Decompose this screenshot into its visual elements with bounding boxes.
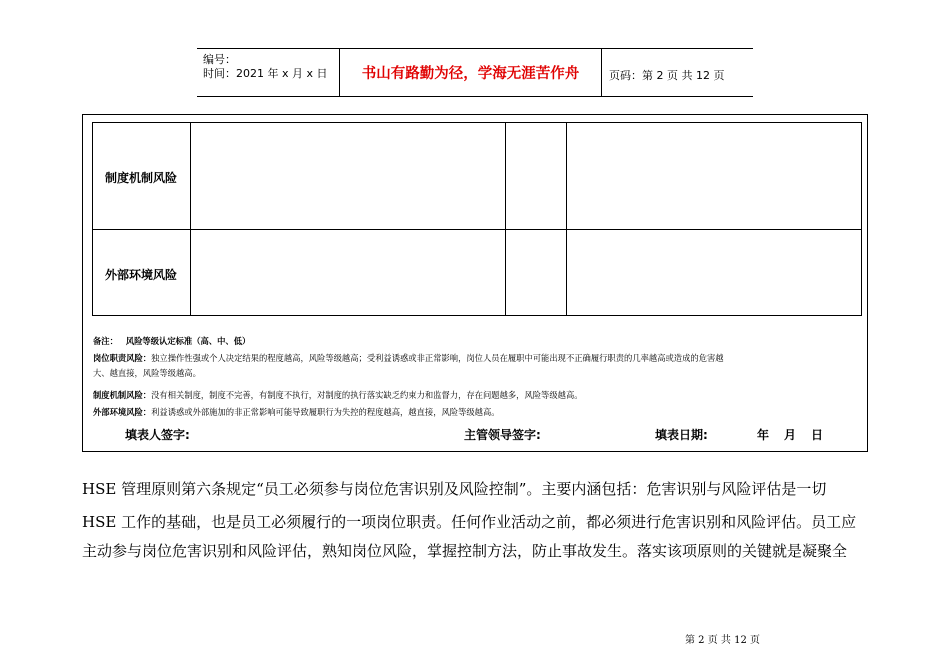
header-page-code: 页码：第 2 页 共 12 页 <box>609 69 725 82</box>
date-day-label: 日 <box>811 428 824 442</box>
note-term: 制度机制风险： <box>93 390 152 400</box>
note-text: 没有相关制度，制度不完善，有制度不执行，对制度的执行落实缺乏约束力和监督力，存在问题越多，风险等级越高。 <box>151 390 583 400</box>
body-paragraph-line: 主动参与岗位危害识别和风险评估，熟知岗位风险，掌握控制方法，防止事故发生。落实该项原则的关键就是凝聚全 <box>82 542 848 560</box>
note-text: 利益诱惑或外部施加的非正常影响可能导致履职行为失控的程度越高，越直接，风险等级越高。 <box>151 407 500 417</box>
note-heading-line <box>93 334 250 349</box>
date-month-label: 月 <box>784 428 797 442</box>
header-divider <box>601 48 602 96</box>
note-heading: 风险等级认定标准（高、中、低） <box>125 336 251 346</box>
note-item <box>93 351 724 366</box>
table-column-divider <box>190 122 191 316</box>
body-paragraph-line: HSE 工作的基础，也是员工必须履行的一项岗位职责。任何作业活动之前，都必须进行危害识别和风险评估。员工应 <box>82 513 857 531</box>
row-label-system-risk: 制度机制风险 <box>104 171 177 185</box>
note-item <box>93 388 583 403</box>
header-bottom-rule <box>197 96 753 97</box>
risk-table <box>92 122 862 316</box>
table-row-divider <box>92 229 862 230</box>
note-item-continued: 大、越直接，风险等级越高。 <box>93 368 201 378</box>
date-year-label: 年 <box>757 428 770 442</box>
table-column-divider <box>566 122 567 316</box>
header-date: 时间：2021 年 x 月 x 日 <box>203 67 328 80</box>
note-term: 外部环境风险： <box>93 407 152 417</box>
fill-date-label: 填表日期: <box>655 428 708 442</box>
note-text: 独立操作性强或个人决定结果的程度越高，风险等级越高；受利益诱惑或非正常影响，岗位人员在履职中可能出现不正确履行职责的几率越高或造成的危害越 <box>151 353 724 363</box>
note-item <box>93 405 500 420</box>
header-slogan: 书山有路勤为径，学海无涯苦作舟 <box>361 66 580 82</box>
table-column-divider <box>505 122 506 316</box>
body-paragraph-line: HSE 管理原则第六条规定“员工必须参与岗位危害识别及风险控制”。主要内涵包括：危害识别与风险评估是一切 <box>82 480 827 498</box>
header-number: 编号： <box>203 53 236 66</box>
header-top-rule <box>197 48 753 49</box>
leader-signature-label: 主管领导签字: <box>464 428 541 442</box>
filler-signature-label: 填表人签字: <box>125 428 190 442</box>
page-footer: 第 2 页 共 12 页 <box>685 635 760 646</box>
note-title: 备注： <box>93 336 118 346</box>
row-label-external-risk: 外部环境风险 <box>104 268 177 282</box>
note-term: 岗位职责风险： <box>93 353 152 363</box>
